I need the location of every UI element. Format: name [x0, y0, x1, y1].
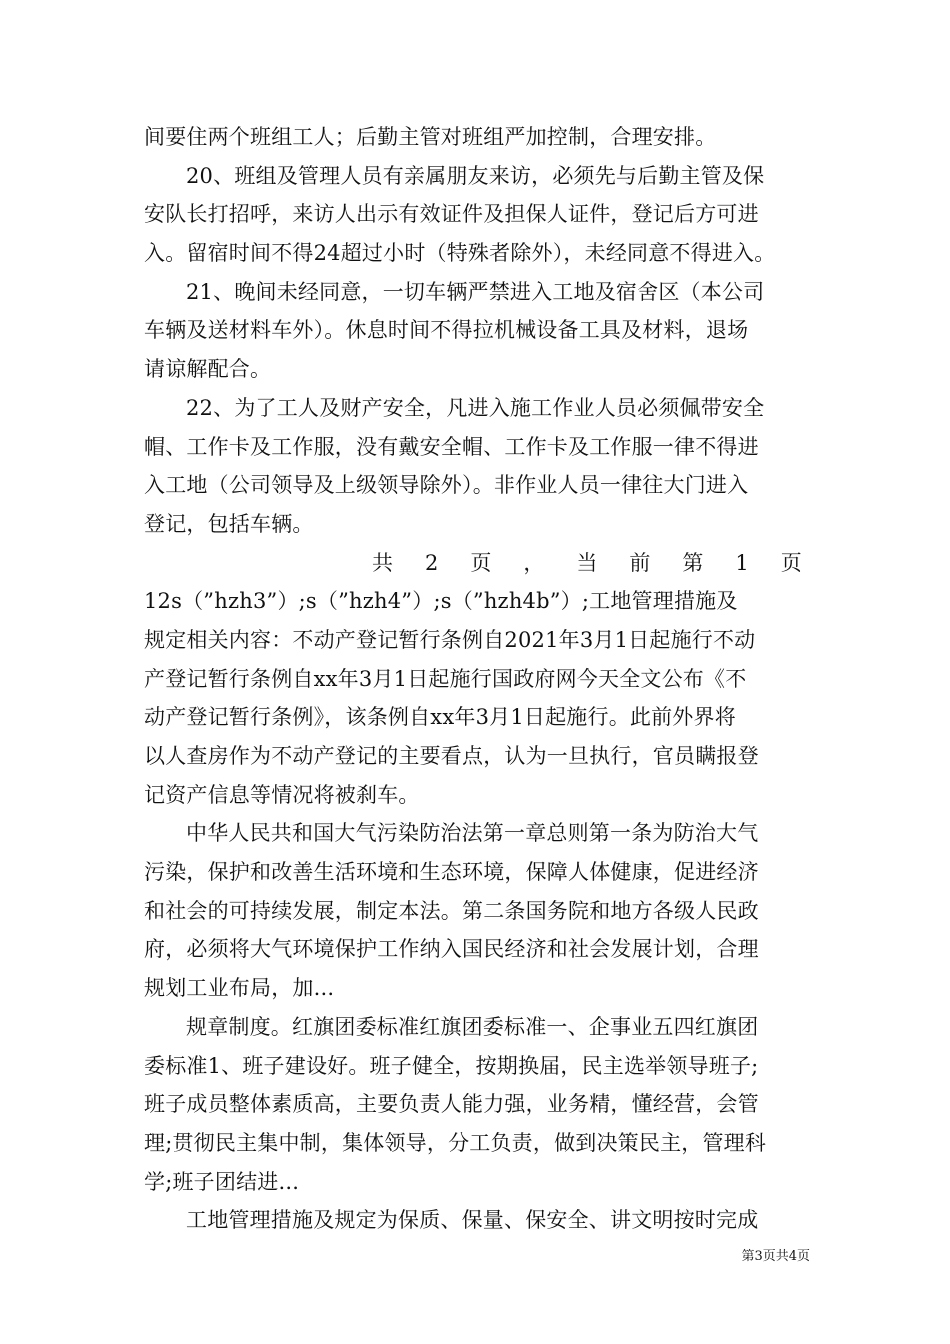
- text-line: 20、班组及管理人员有亲属朋友来访，必须先与后勤主管及保: [186, 163, 765, 188]
- text-line: 产登记暂行条例自xx年3月1日起施行国政府网今天全文公布《不: [144, 666, 747, 691]
- text-line: 中华人民共和国大气污染防治法第一章总则第一条为防治大气: [186, 821, 759, 846]
- page-counter-token: 前: [629, 550, 651, 575]
- text-line: 入工地（公司领导及上级领导除外）。非作业人员一律往大门进入: [144, 473, 749, 498]
- page-counter-token: 第: [682, 550, 704, 575]
- text-line: 委标准1、班子建设好。班子健全，按期换届，民主选举领导班子;: [144, 1053, 759, 1078]
- text-line: 请谅解配合。: [144, 357, 272, 382]
- text-line: 污染，保护和改善生活环境和生态环境，保障人体健康，促进经济: [144, 860, 759, 885]
- text-line: 规定相关内容：不动产登记暂行条例自2021年3月1日起施行不动: [144, 627, 756, 652]
- text-line: 入。留宿时间不得24超过小时（特殊者除外），未经同意不得进入。: [144, 241, 776, 266]
- text-line: 规划工业布局，加...: [144, 976, 335, 1001]
- text-line: 规章制度。红旗团委标准红旗团委标准一、企事业五四红旗团: [186, 1014, 759, 1039]
- text-line: 府，必须将大气环境保护工作纳入国民经济和社会发展计划，合理: [144, 937, 759, 962]
- text-line: 21、晚间未经同意，一切车辆严禁进入工地及宿舍区（本公司: [186, 279, 765, 304]
- page-counter-token: 2: [425, 550, 439, 575]
- document-body: [144, 118, 804, 1240]
- page-counter: [144, 544, 804, 583]
- page-counter-token: 当: [576, 550, 598, 575]
- text-line: 帽、工作卡及工作服，没有戴安全帽、工作卡及工作服一律不得进: [144, 434, 759, 459]
- text-line: 间要住两个班组工人；后勤主管对班组严加控制，合理安排。: [144, 125, 717, 149]
- page-footer: 第3页共4页: [741, 1249, 810, 1264]
- text-line: 以人查房作为不动产登记的主要看点，认为一旦执行，官员瞒报登: [144, 744, 759, 768]
- text-line: 12s（”hzh3”）;s（”hzh4”）;s（”hzh4b”）;工地管理措施及: [144, 589, 738, 614]
- text-line: 登记，包括车辆。: [144, 511, 314, 536]
- text-line: 动产登记暂行条例》，该条例自xx年3月1日起施行。此前外界将: [144, 705, 736, 730]
- page-counter-token: ，: [523, 550, 545, 575]
- page-counter-token: 页: [470, 550, 492, 575]
- page-counter-token: 1: [735, 550, 749, 575]
- text-line: 班子成员整体素质高，主要负责人能力强，业务精，懂经营，会管: [144, 1092, 759, 1117]
- text-line: 和社会的可持续发展，制定本法。第二条国务院和地方各级人民政: [144, 898, 759, 923]
- page-counter-token: 共: [372, 550, 394, 575]
- text-line: 车辆及送材料车外）。休息时间不得拉机械设备工具及材料，退场: [144, 318, 749, 343]
- text-line: 记资产信息等情况将被刹车。: [144, 782, 420, 807]
- page-counter-token: 页: [780, 550, 802, 575]
- text-line: 理;贯彻民主集中制，集体领导，分工负责，做到决策民主，管理科: [144, 1130, 767, 1155]
- text-line: 工地管理措施及规定为保质、保量、保安全、讲文明按时完成: [186, 1208, 759, 1233]
- text-line: 安队长打招呼，来访人出示有效证件及担保人证件，登记后方可进: [144, 202, 759, 227]
- text-line: 学;班子团结进...: [144, 1169, 300, 1194]
- text-line: 22、为了工人及财产安全，凡进入施工作业人员必须佩带安全: [186, 395, 765, 420]
